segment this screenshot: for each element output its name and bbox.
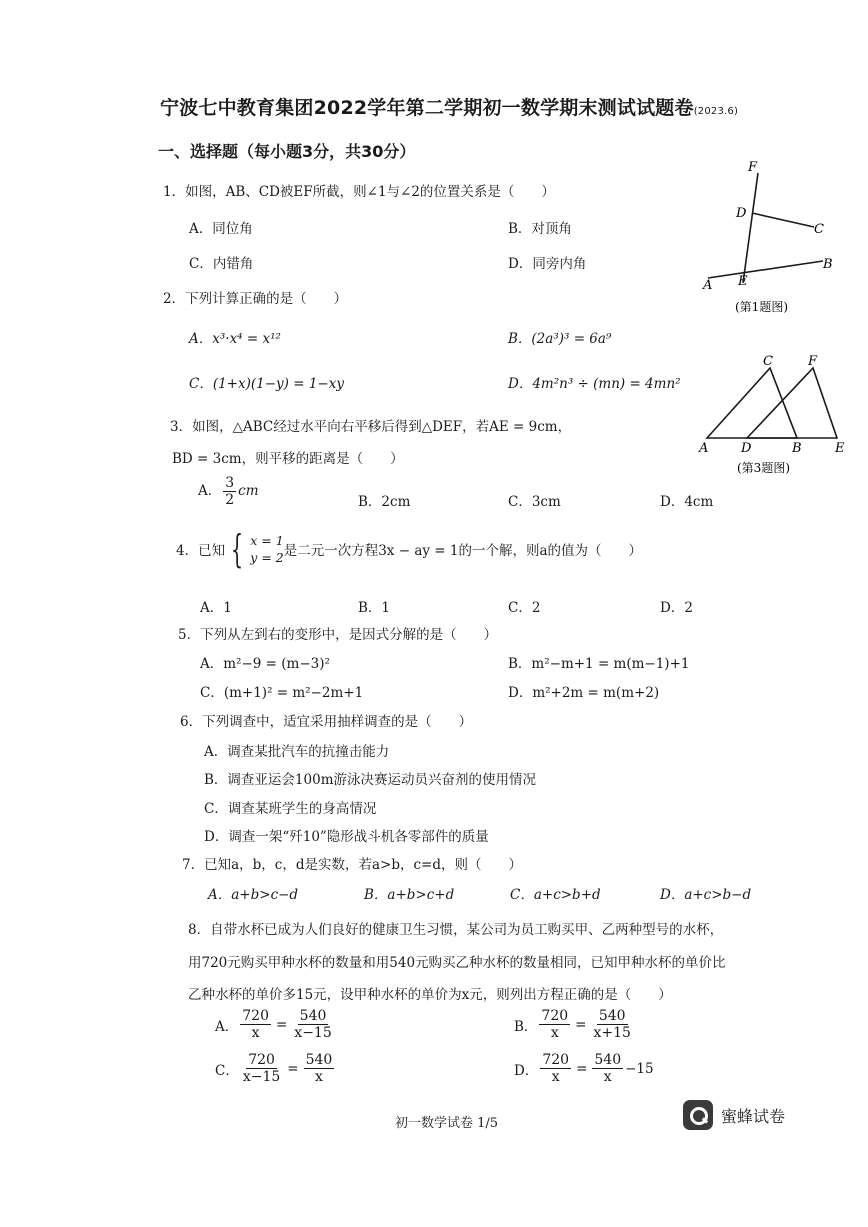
q3-option-a-label: A． <box>198 483 222 500</box>
figure-1 <box>690 155 850 320</box>
q8-option-c-label: C． <box>215 1062 239 1079</box>
brand-watermark <box>683 1100 785 1130</box>
label-e: E <box>835 441 845 456</box>
unit: cm <box>238 483 259 500</box>
figure-3 <box>695 352 855 482</box>
q5-option-c: C．(m+1)² = m²−2m+1 <box>200 685 364 701</box>
question-8-line3: 乙种水杯的单价多15元，设甲种水杯的单价为x元，则列出方程正确的是（ ） <box>188 987 672 1003</box>
q8-option-b-label: B． <box>514 1018 538 1035</box>
question-2: 2．下列计算正确的是（ ） <box>163 291 348 307</box>
equation-system <box>225 527 284 571</box>
numerator: 720 <box>242 1008 269 1024</box>
denominator: x−15 <box>294 1025 332 1042</box>
q2-option-d: D．4m²n³ ÷ (mn) = 4mn² <box>508 376 681 392</box>
numerator: 540 <box>299 1008 327 1024</box>
q3-option-c: C．3cm <box>508 494 561 510</box>
label-a: A <box>699 441 709 456</box>
fraction <box>240 1008 271 1041</box>
q5-option-a: A．m²−9 = (m−3)² <box>200 656 330 672</box>
label-d: D <box>736 206 747 221</box>
numerator: 540 <box>594 1052 622 1068</box>
line-ab <box>708 261 823 278</box>
denominator: x <box>603 1069 612 1086</box>
numerator: 720 <box>541 1008 569 1024</box>
q3-option-d: D．4cm <box>660 494 714 510</box>
denominator: x−15 <box>242 1069 281 1086</box>
denominator: x <box>551 1069 560 1086</box>
numerator: 540 <box>598 1008 626 1024</box>
q5-option-b: B．m²−m+1 = m(m−1)+1 <box>508 656 690 672</box>
system-line-1: x = 1 <box>250 532 284 548</box>
q7-option-b: B．a+b>c+d <box>364 887 455 903</box>
q8-option-d-tail: −15 <box>625 1060 654 1077</box>
q4-option-b: B．1 <box>358 600 391 616</box>
q5-option-d: D．m²+2m = m(m+2) <box>508 685 660 701</box>
numerator: 720 <box>248 1052 275 1068</box>
label-d: D <box>741 441 752 456</box>
triangle-abc <box>707 368 797 438</box>
title-text: 宁波七中教育集团2022学年第二学期初一数学期末测试试题卷 <box>160 97 694 119</box>
q3-option-b: B．2cm <box>358 494 411 510</box>
fraction <box>539 1008 570 1041</box>
q2-option-a: A．x³·x⁴ = x¹² <box>189 331 281 347</box>
q7-option-a: A．a+b>c−d <box>208 887 299 903</box>
question-1: 1．如图，AB、CD被EF所截，则∠1与∠2的位置关系是（ ） <box>163 184 555 200</box>
q6-option-d: D．调查一架“歼10”隐形战斗机各零部件的质量 <box>204 829 489 845</box>
figure-1-caption: (第1题图) <box>735 300 788 314</box>
q4-suffix: 是二元一次方程3x − ay = 1的一个解，则a的值为（ ） <box>283 543 643 559</box>
fraction <box>592 1052 623 1085</box>
q7-option-c: C．a+c>b+d <box>510 887 601 903</box>
question-8-line2: 用720元购买甲种水杯的数量和用540元购买乙种水杯的数量相同，已知甲种水杯的单价比 <box>188 955 726 971</box>
q1-option-a: A．同位角 <box>189 221 253 237</box>
brand-name: 蜜蜂试卷 <box>721 1106 786 1126</box>
label-a: A <box>703 278 713 293</box>
q4-option-c: C．2 <box>508 600 541 616</box>
fraction <box>223 475 236 508</box>
page-footer: 初一数学试卷 1/5 <box>395 1116 499 1131</box>
q7-option-d: D．a+c>b−d <box>660 887 752 903</box>
label-b: B <box>823 257 833 272</box>
question-4 <box>176 527 643 571</box>
brand-logo-icon <box>683 1100 713 1130</box>
label-e: E <box>738 274 748 289</box>
fraction <box>304 1052 335 1085</box>
q4-prefix: 4．已知 <box>176 543 226 559</box>
question-8-line1: 8．自带水杯已成为人们良好的健康卫生习惯，某公司为员工购买甲、乙两种型号的水杯， <box>188 922 724 938</box>
q1-option-c: C．内错角 <box>189 256 254 272</box>
question-3-line2: BD = 3cm，则平移的距离是（ ） <box>172 451 404 467</box>
fraction <box>591 1008 632 1041</box>
title-date: (2023.6) <box>693 106 739 117</box>
denominator: 2 <box>225 492 235 509</box>
fraction <box>292 1008 333 1041</box>
denominator: x+15 <box>593 1025 631 1042</box>
numerator: 720 <box>542 1052 570 1068</box>
label-c: C <box>763 354 773 369</box>
question-7: 7．已知a，b，c，d是实数，若a>b，c=d，则（ ） <box>182 857 522 873</box>
q3-option-a <box>198 475 259 508</box>
label-c: C <box>814 222 824 237</box>
denominator: x <box>315 1069 323 1086</box>
line-dc <box>752 213 814 227</box>
numerator: 540 <box>305 1052 333 1068</box>
fraction <box>540 1052 571 1085</box>
q6-option-a: A．调查某批汽车的抗撞击能力 <box>204 744 390 760</box>
label-f: F <box>748 160 758 175</box>
q8-option-a-label: A． <box>215 1018 239 1035</box>
question-6: 6．下列调查中，适宜采用抽样调查的是（ ） <box>180 714 473 730</box>
q8-option-a: A． $\frac{720}{x}$ = $\frac{540}{x-15}$ <box>215 1008 332 1042</box>
q1-option-d: D．同旁内角 <box>508 256 587 272</box>
line-ef <box>743 173 758 283</box>
q8-option-c: C． $\frac{720}{x-15}$ = $\frac{540}{x}$ <box>215 1052 333 1086</box>
q2-option-b: B．(2a³)³ = 6a⁹ <box>508 331 612 347</box>
denominator: x <box>550 1025 559 1042</box>
label-b: B <box>792 441 802 456</box>
label-f: F <box>808 354 818 369</box>
denominator: x <box>251 1025 260 1042</box>
system-line-2: y = 2 <box>250 550 284 565</box>
q4-option-d: D．2 <box>660 600 693 616</box>
figure-3-caption: (第3题图) <box>737 461 790 475</box>
q8-option-d: D． $\frac{720}{x}$ = $\frac{540}{x}$ −15 <box>514 1052 654 1086</box>
numerator: 3 <box>225 475 235 491</box>
question-5: 5．下列从左到右的变形中，是因式分解的是（ ） <box>178 627 498 643</box>
q2-option-c: C．(1+x)(1−y) = 1−xy <box>189 376 344 392</box>
q8-option-b: B． $\frac{720}{x}$ = $\frac{540}{x+15}$ <box>514 1008 631 1042</box>
q6-option-c: C．调查某班学生的身高情况 <box>204 801 377 817</box>
fraction <box>241 1052 282 1085</box>
q1-option-b: B．对顶角 <box>508 221 572 237</box>
brace-icon: { <box>231 527 244 571</box>
question-3: 3．如图，△ABC经过水平向右平移后得到△DEF，若AE = 9cm， <box>170 419 572 435</box>
q6-option-b: B．调查亚运会100m游泳决赛运动员兴奋剂的使用情况 <box>204 772 536 788</box>
q8-option-d-label: D． <box>514 1062 539 1079</box>
q4-option-a: A．1 <box>200 600 232 616</box>
exam-title <box>160 93 738 120</box>
section-heading: 一、选择题（每小题3分，共30分） <box>158 142 416 161</box>
